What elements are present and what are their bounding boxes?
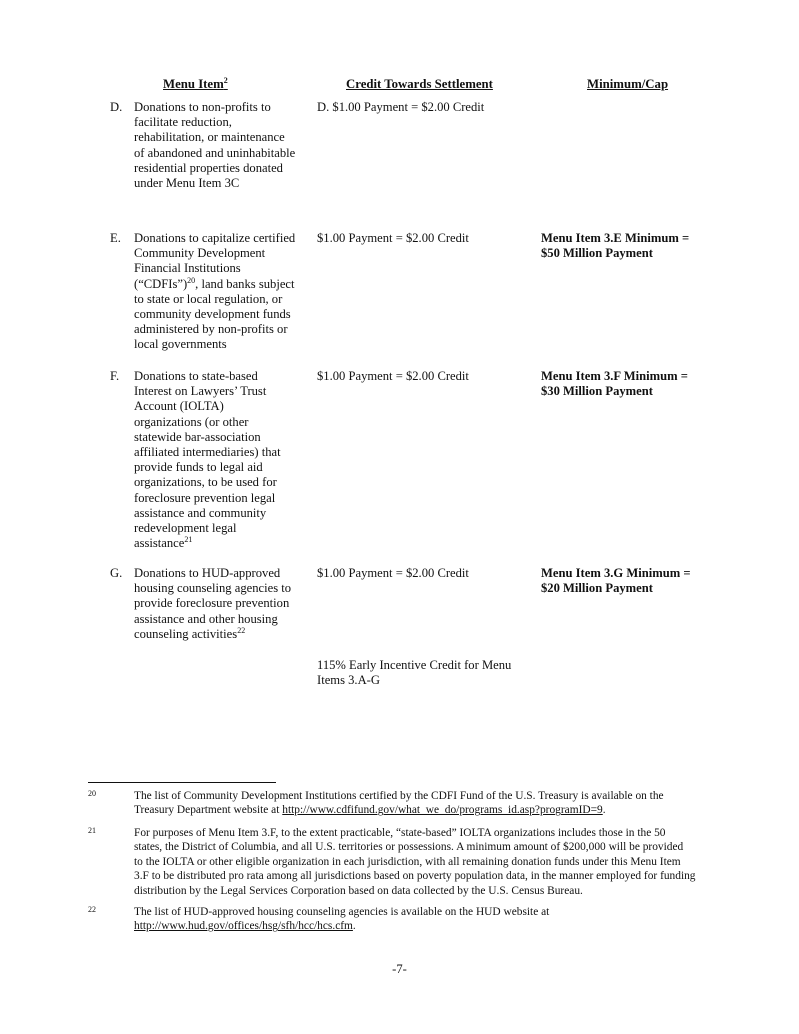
desc-line: under Menu Item 3C <box>134 176 240 191</box>
footnote-punct: . <box>602 804 606 817</box>
desc-line: Donations to state-based <box>134 369 258 383</box>
desc-line: of abandoned and uninhabitable <box>134 145 296 160</box>
desc-line: assistance and other housing <box>134 611 278 626</box>
minimum-line: Menu Item 3.F Minimum = <box>541 369 688 383</box>
minimum-line: $30 Million Payment <box>541 384 653 399</box>
header-footnote-ref[interactable]: 2 <box>223 76 228 85</box>
row-letter: F. <box>110 369 120 383</box>
footnote-line: 3.F to be distributed pro rata among all jurisdictions based on poverty population data, in the manner employed for funding <box>134 870 696 883</box>
row-description <box>134 100 314 191</box>
desc-line: Donations to HUD-approved <box>134 566 281 580</box>
desc-line: statewide bar-association <box>134 429 261 444</box>
desc-line: provide foreclosure prevention <box>134 596 290 611</box>
desc-line: housing counseling agencies to <box>134 581 292 596</box>
desc-line <box>134 536 314 551</box>
footnote-punct: . <box>352 920 356 933</box>
footnote-line: distribution by the Legal Services Corporation based on data collected by the U.S. Census Bureau. <box>134 884 583 897</box>
row-credit: $1.00 Payment = $2.00 Credit <box>317 369 469 383</box>
incentive-line: 115% Early Incentive Credit for Menu <box>317 658 512 672</box>
row-letter: G. <box>110 566 123 580</box>
footnote-line-text: Treasury Department website at <box>134 804 283 817</box>
desc-line: redevelopment legal <box>134 521 237 536</box>
footnote-line: For purposes of Menu Item 3.F, to the extent practicable, “state-based” IOLTA organizations includes those in the 50 <box>134 827 666 839</box>
footnote-number: 22 <box>88 905 96 914</box>
footnote-line: The list of HUD-approved housing counseling agencies is available on the HUD website at <box>134 906 550 918</box>
row-minimum <box>541 231 741 261</box>
footnote-text <box>134 826 719 898</box>
desc-line <box>134 277 314 292</box>
desc-line: organizations, to be used for <box>134 475 277 490</box>
desc-line: Account (IOLTA) <box>134 399 224 414</box>
minimum-line: $50 Million Payment <box>541 246 653 261</box>
minimum-line: $20 Million Payment <box>541 581 653 596</box>
desc-line: community development funds <box>134 307 291 322</box>
row-description <box>134 369 314 551</box>
header-minimum-cap: Minimum/Cap <box>587 77 669 91</box>
desc-line: residential properties donated <box>134 160 283 175</box>
desc-line: facilitate reduction, <box>134 115 232 130</box>
row-credit: $1.00 Payment = $2.00 Credit <box>317 566 469 580</box>
row-letter: D. <box>110 100 123 114</box>
row-minimum <box>541 369 741 399</box>
desc-line: to state or local regulation, or <box>134 291 283 306</box>
incentive-line: Items 3.A-G <box>317 673 380 688</box>
desc-line: organizations (or other <box>134 414 249 429</box>
header-menu-item-text: Menu Item <box>163 77 224 91</box>
minimum-line: Menu Item 3.E Minimum = <box>541 231 690 245</box>
footnote-line: states, the District of Columbia, and all U.S. territories or possessions. A minimum amount of $200,000 will be provided <box>134 841 684 854</box>
footnote-line <box>134 803 719 817</box>
row-credit: D. $1.00 Payment = $2.00 Credit <box>317 100 485 114</box>
hud-website-link[interactable]: http://www.hud.gov/offices/hsg/sfh/hcc/hcs.cfm <box>134 920 353 933</box>
desc-line: foreclosure prevention legal <box>134 490 276 505</box>
cdfi-fund-link[interactable]: http://www.cdfifund.gov/what_we_do/programs_id.asp?programID=9 <box>282 804 603 817</box>
footnote-number: 20 <box>88 789 96 798</box>
footnote-line: to the IOLTA or other eligible organization in each jurisdiction, with all remaining donation funds under this Menu Item <box>134 855 681 868</box>
footnote-line: The list of Community Development Institutions certified by the CDFI Fund of the U.S. Treasury is available on the <box>134 790 664 802</box>
desc-line: Interest on Lawyers’ Trust <box>134 384 267 399</box>
footnote-separator <box>88 782 276 783</box>
row-description <box>134 231 314 353</box>
early-incentive-credit <box>317 658 532 688</box>
footnote-text <box>134 905 719 934</box>
row-credit: $1.00 Payment = $2.00 Credit <box>317 231 469 245</box>
footnote-text <box>134 789 719 818</box>
row-description <box>134 566 314 642</box>
desc-line: affiliated intermediaries) that <box>134 445 281 460</box>
footnote-line <box>134 919 719 933</box>
header-credit: Credit Towards Settlement <box>346 77 493 91</box>
desc-text: counseling activities <box>134 626 238 641</box>
footnote-number: 21 <box>88 826 96 835</box>
desc-line: rehabilitation, or maintenance <box>134 130 285 145</box>
desc-line: Community Development <box>134 246 266 261</box>
desc-line: Donations to capitalize certified <box>134 231 296 245</box>
desc-line: Financial Institutions <box>134 261 241 276</box>
footnote-ref[interactable]: 22 <box>237 625 246 635</box>
desc-line: provide funds to legal aid <box>134 460 263 475</box>
desc-text: (“CDFIs”) <box>134 276 188 291</box>
row-letter: E. <box>110 231 121 245</box>
desc-text: assistance <box>134 536 185 551</box>
header-menu-item <box>163 77 228 92</box>
desc-line: Donations to non-profits to <box>134 100 271 114</box>
desc-line: local governments <box>134 337 227 352</box>
desc-text: , land banks subject <box>195 276 295 291</box>
minimum-line: Menu Item 3.G Minimum = <box>541 566 691 580</box>
desc-line <box>134 627 314 642</box>
footnote-ref[interactable]: 21 <box>184 535 193 545</box>
row-minimum <box>541 566 741 596</box>
desc-line: administered by non-profits or <box>134 322 288 337</box>
desc-line: assistance and community <box>134 505 267 520</box>
page-number: -7- <box>392 962 407 976</box>
footnote-ref[interactable]: 20 <box>187 275 196 285</box>
